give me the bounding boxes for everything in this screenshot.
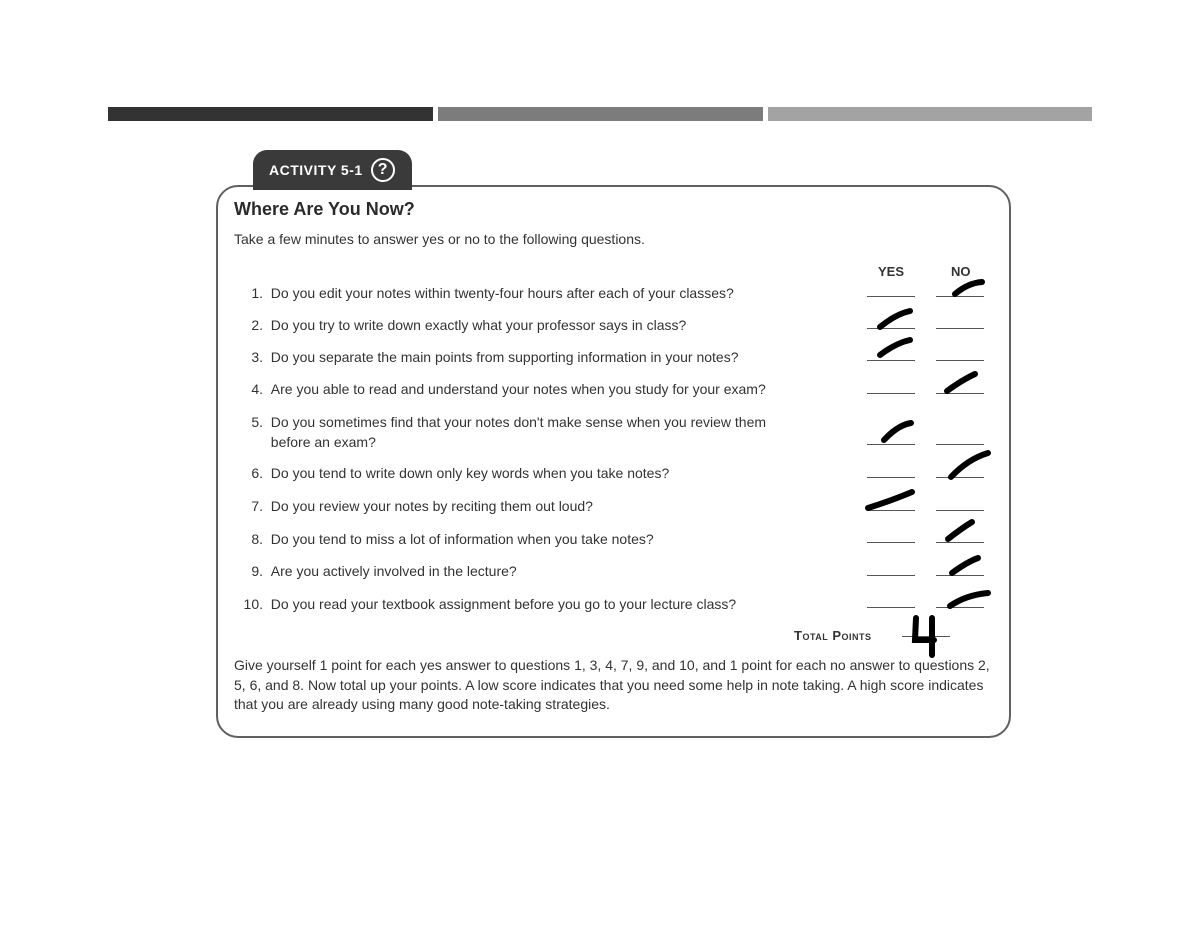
header-bar-mid: [438, 107, 763, 121]
no-answer-blank[interactable]: [936, 510, 984, 511]
yes-answer-blank[interactable]: [867, 296, 915, 297]
question-row: [234, 283, 811, 303]
question-row: [234, 529, 811, 549]
yes-answer-blank[interactable]: [867, 477, 915, 478]
activity-label: ACTIVITY 5-1: [269, 162, 363, 178]
no-answer-blank[interactable]: [936, 360, 984, 361]
question-text: Do you review your notes by reciting them out loud?: [270, 498, 593, 514]
no-answer-blank[interactable]: [936, 393, 984, 394]
yes-column-header: YES: [878, 264, 905, 279]
activity-tab: [253, 150, 412, 190]
no-answer-blank[interactable]: [936, 477, 984, 478]
no-answer-blank[interactable]: [936, 542, 984, 543]
question-text: Do you read your textbook assignment before you go to your lecture class?: [270, 596, 737, 612]
no-answer-blank[interactable]: [936, 328, 984, 329]
question-number: 7.: [251, 498, 263, 514]
question-text: Do you separate the main points from supporting information in your notes?: [270, 349, 739, 365]
header-bar-dark: [108, 107, 433, 121]
yes-answer-blank[interactable]: [867, 510, 915, 511]
question-number: 8.: [251, 531, 263, 547]
question-row: [234, 315, 811, 335]
question-text: Do you tend to miss a lot of information when you take notes?: [270, 531, 654, 547]
question-number: 3.: [251, 349, 263, 365]
question-number: 10.: [243, 596, 263, 612]
question-number: 4.: [251, 381, 263, 397]
activity-intro: [234, 231, 645, 247]
question-row: [234, 594, 811, 614]
no-answer-blank[interactable]: [936, 444, 984, 445]
question-row: [234, 379, 811, 399]
question-number: 2.: [251, 317, 263, 333]
yes-answer-blank[interactable]: [867, 444, 915, 445]
yes-answer-blank[interactable]: [867, 393, 915, 394]
yes-answer-blank[interactable]: [867, 607, 915, 608]
yes-answer-blank[interactable]: [867, 328, 915, 329]
question-number: 9.: [251, 563, 263, 579]
question-row: [234, 347, 811, 367]
question-text: Do you tend to write down only key words when you take notes?: [270, 465, 670, 481]
question-row: [234, 412, 801, 452]
question-text: Are you able to read and understand your notes when you study for your exam?: [270, 381, 766, 397]
question-number: 6.: [251, 465, 263, 481]
no-answer-blank[interactable]: [936, 296, 984, 297]
handwritten-total-value: [904, 610, 944, 660]
no-answer-blank[interactable]: [936, 607, 984, 608]
scoring-instructions: Give yourself 1 point for each yes answer to questions 1, 3, 4, 7, 9, and 10, and 1 point for each no answer to questions 2, 5, 6, and 8. Now total up your points. A low score indicates that you need some help in note taking. A high score indicates that you are already using many good note-taking strategies.: [234, 657, 990, 712]
question-text: Are you actively involved in the lecture?: [270, 563, 517, 579]
intro-text: Take a few minutes to answer yes or no to the following questions.: [234, 231, 645, 247]
total-points-label: Total Points: [794, 628, 872, 643]
question-text: Do you edit your notes within twenty-four hours after each of your classes?: [270, 285, 734, 301]
question-text: Do you sometimes find that your notes don't make sense when you review them before an exam?: [270, 414, 767, 450]
no-column-header: NO: [951, 264, 971, 279]
question-text: Do you try to write down exactly what your professor says in class?: [270, 317, 687, 333]
yes-answer-blank[interactable]: [867, 542, 915, 543]
header-bar-light: [768, 107, 1092, 121]
yes-answer-blank[interactable]: [867, 360, 915, 361]
question-row: [234, 561, 811, 581]
question-number: 5.: [251, 414, 263, 430]
activity-title: Where Are You Now?: [234, 199, 415, 219]
yes-answer-blank[interactable]: [867, 575, 915, 576]
question-row: [234, 463, 811, 483]
question-row: [234, 496, 811, 516]
question-number: 1.: [251, 285, 263, 301]
no-answer-blank[interactable]: [936, 575, 984, 576]
question-circle-icon: ?: [371, 158, 395, 182]
